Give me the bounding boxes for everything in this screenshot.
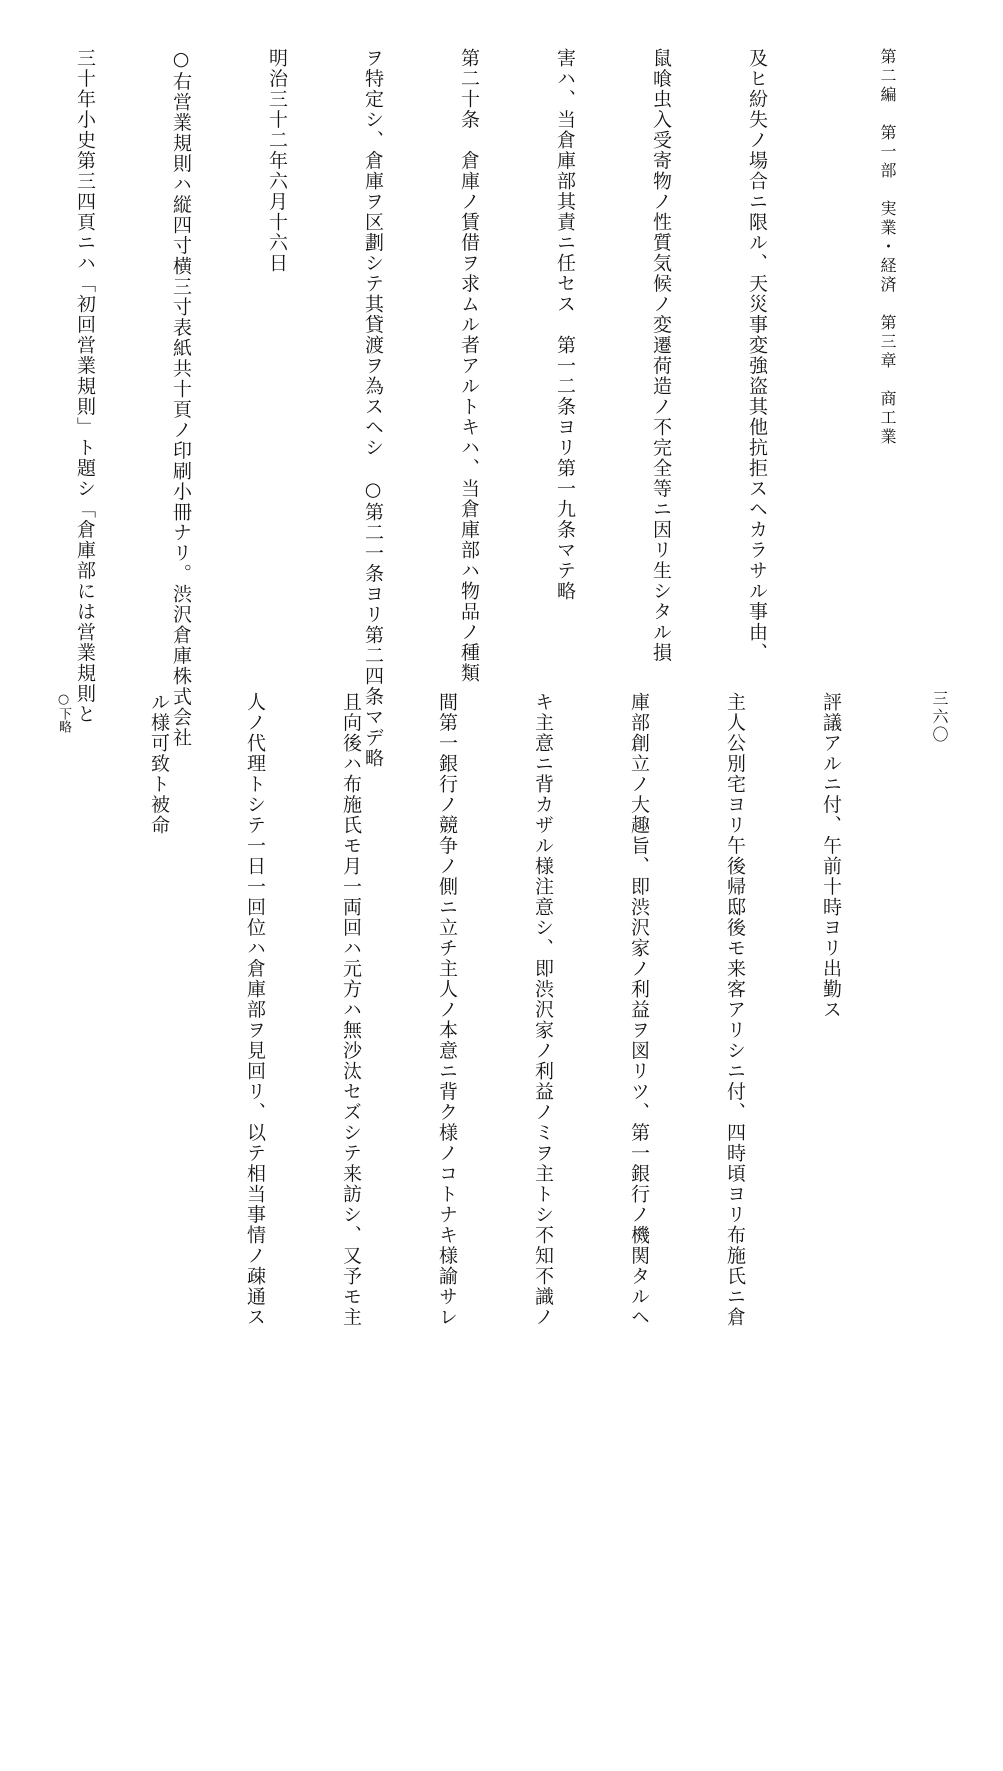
note-line: ○右営業規則ハ縦四寸横三寸表紙共十頁ノ印刷小冊ナリ。渋沢倉庫株式会社 xyxy=(170,48,192,748)
text-line: ル様可致ト被命 xyxy=(148,692,170,836)
text-line: 庫部創立ノ大趣旨、即渋沢家ノ利益ヲ図リツ、第一銀行ノ機関タルヘ xyxy=(628,692,650,1328)
note-line xyxy=(0,48,5,668)
text-line: 第二十条 倉庫ノ賃借ヲ求ムル者アルトキハ、当倉庫部ハ物品ノ種類 xyxy=(458,48,480,684)
page-number: 三六〇 xyxy=(930,690,949,744)
note-line: 三十年小史第三四頁ニハ「初回営業規則」ト題シ「倉庫部には営業規則と xyxy=(74,48,96,725)
lower-text-block xyxy=(0,692,911,1328)
text-line: 且向後ハ布施氏モ月一両回ハ元方ハ無沙汰セズシテ来訪シ、又予モ主 xyxy=(340,692,362,1328)
text-line: ヲ特定シ、倉庫ヲ区劃シテ其貸渡ヲ為スヘシ ○第二一条ヨリ第二四条マデ略 xyxy=(362,48,384,769)
date-line: 明治三十二年六月十六日 xyxy=(266,48,288,274)
text-line: 及ヒ紛失ノ場合ニ限ル、天災事変強盗其他抗拒スヘカラサル事由、 xyxy=(746,48,768,663)
text-line: 間第一銀行ノ競争ノ側ニ立チ主人ノ本意ニ背ク様ノコトナキ様諭サレ xyxy=(436,692,458,1328)
running-head: 第二編 第一部 実業・経済 第三章 商工業 xyxy=(878,48,897,447)
omission-mark: ○下略 xyxy=(56,692,71,733)
text-line: 主人公別宅ヨリ午後帰邸後モ来客アリシニ付、四時頃ヨリ布施氏ニ倉 xyxy=(724,692,746,1328)
text-line: 鼠喰虫入受寄物ノ性質気候ノ変遷荷造ノ不完全等ニ因リ生シタル損 xyxy=(650,48,672,663)
text-line: キ主意ニ背カザル様注意シ、即渋沢家ノ利益ノミヲ主トシ不知不識ノ xyxy=(532,692,554,1328)
text-line: 人ノ代理トシテ一日一回位ハ倉庫部ヲ見回リ、以テ相当事情ノ疎通ス xyxy=(244,692,266,1328)
text-line: 害ハ、当倉庫部其責ニ任セス 第一二条ヨリ第一九条マテ略 xyxy=(554,48,576,602)
text-line: 評議アルニ付、午前十時ヨリ出勤ス xyxy=(820,692,842,1020)
